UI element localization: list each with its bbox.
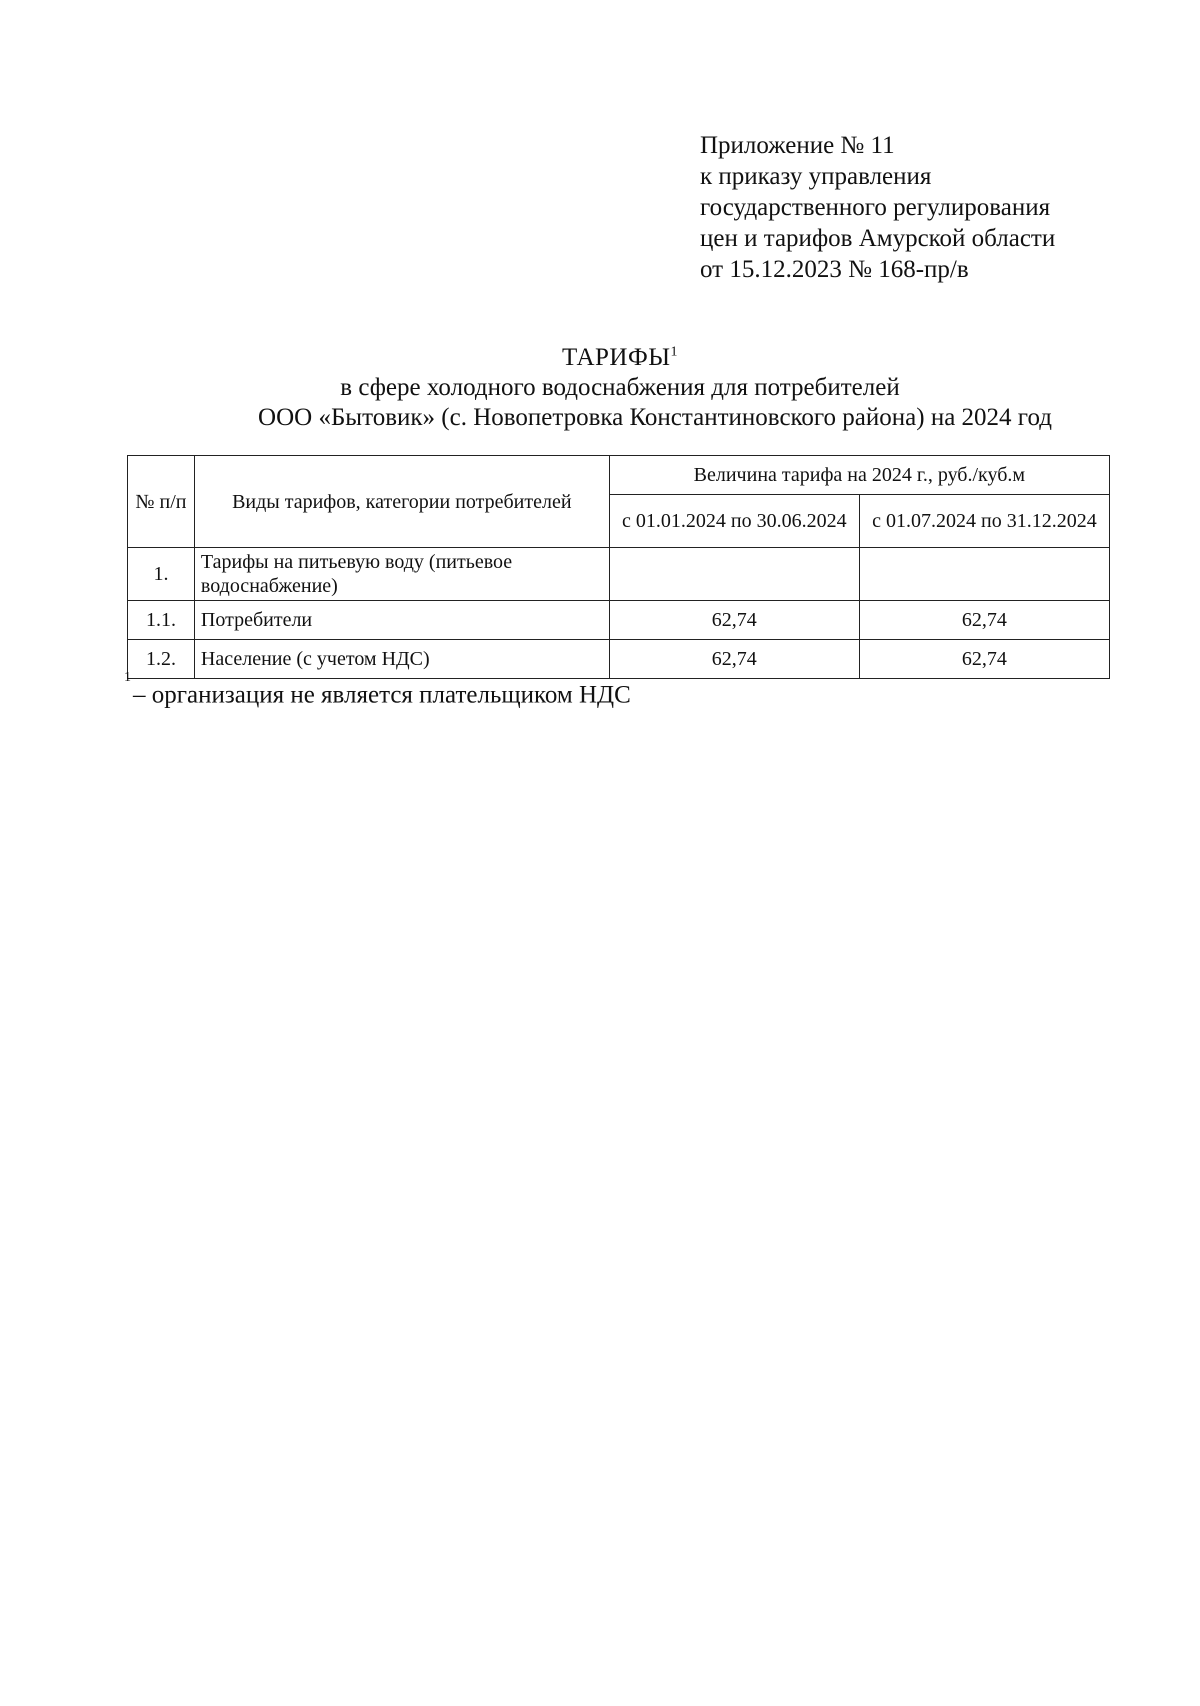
row-value-2: [859, 548, 1109, 601]
row-num: 1.2.: [128, 640, 195, 679]
table-row: [128, 548, 1110, 601]
footnote-mark: 1: [124, 670, 131, 685]
row-value-1: 62,74: [609, 640, 859, 679]
title-subtitle: в сфере холодного водоснабжения для потребителей: [340, 374, 900, 401]
footnote: [124, 670, 631, 710]
header-value-group: Величина тарифа на 2024 г., руб./куб.м: [609, 456, 1109, 495]
row-value-2: 62,74: [859, 601, 1109, 640]
appendix-line: к приказу управления: [700, 163, 932, 190]
tariff-table: [127, 455, 1110, 679]
title-organization: ООО «Бытовик» (с. Новопетровка Константиновского района) на 2024 год: [258, 404, 1052, 431]
row-num: 1.: [128, 548, 195, 601]
footnote-text: – организация не является плательщиком НДС: [133, 681, 631, 709]
header-period-2: с 01.07.2024 по 31.12.2024: [859, 495, 1109, 548]
appendix-block: [700, 130, 1055, 285]
row-value-1: [609, 548, 859, 601]
title-main: [120, 343, 1120, 373]
header-period-1: с 01.01.2024 по 30.06.2024: [609, 495, 859, 548]
appendix-line: государственного регулирования: [700, 194, 1051, 221]
row-kind: Тарифы на питьевую воду (питьевое водоснабжение): [194, 548, 609, 601]
row-value-2: 62,74: [859, 640, 1109, 679]
title-footnote-mark: 1: [670, 344, 679, 360]
appendix-line: Приложение № 11: [700, 132, 895, 159]
row-kind: Потребители: [194, 601, 609, 640]
table-header-row: [128, 456, 1110, 495]
table-row: [128, 640, 1110, 679]
header-num: № п/п: [128, 456, 195, 548]
document-title: [120, 343, 1120, 433]
appendix-line: от 15.12.2023 № 168-пр/в: [700, 256, 969, 283]
appendix-line: цен и тарифов Амурской области: [700, 225, 1056, 252]
title-main-text: ТАРИФЫ: [561, 344, 671, 371]
row-kind: Население (с учетом НДС): [194, 640, 609, 679]
row-num: 1.1.: [128, 601, 195, 640]
header-kind: Виды тарифов, категории потребителей: [194, 456, 609, 548]
table-row: [128, 601, 1110, 640]
row-value-1: 62,74: [609, 601, 859, 640]
